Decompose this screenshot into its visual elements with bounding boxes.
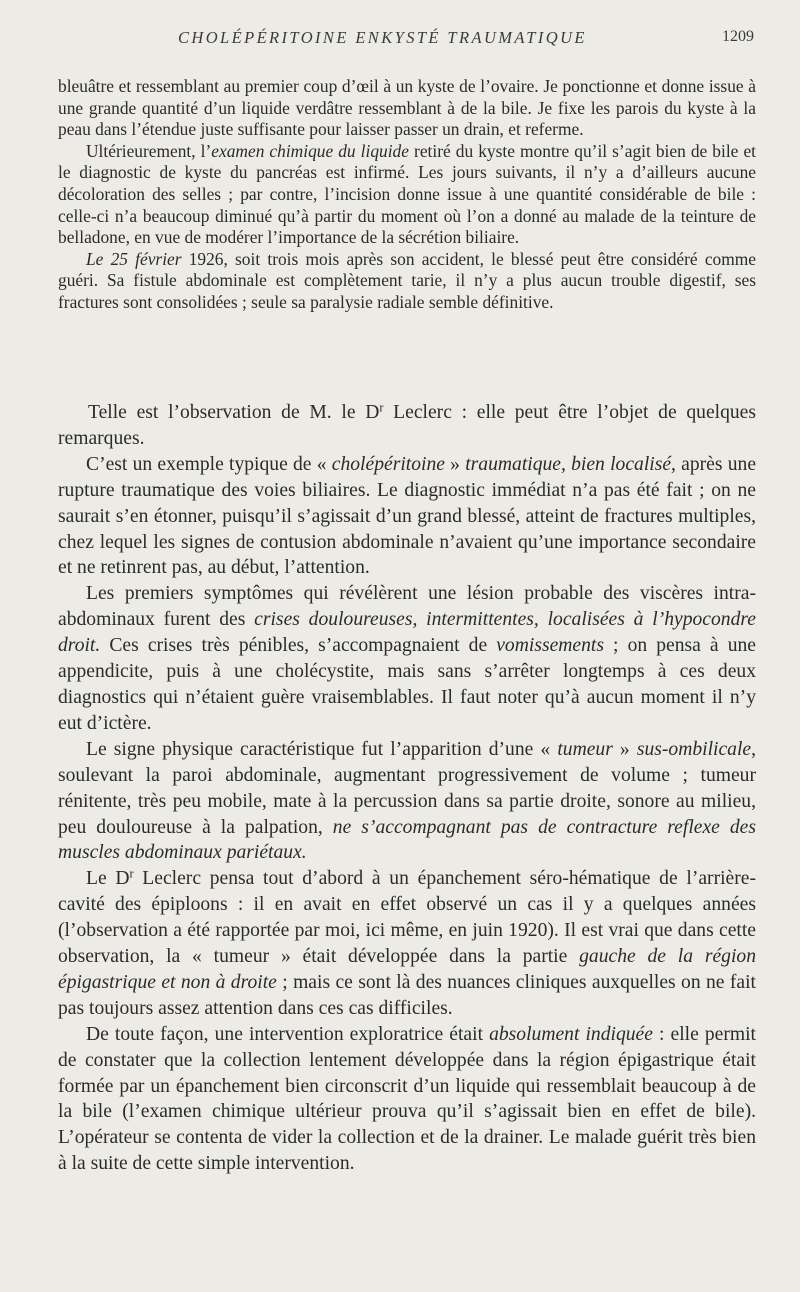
running-title: CHOLÉPÉRITOINE ENKYSTÉ TRAUMATIQUE [178,28,587,47]
paragraph: Les premiers symptômes qui révélèrent une lésion probable des viscères intra-abdominaux furent des crises douloureuses, intermittentes, localisées à l’hypocondre droit. Ces crises très pénibles, s’accompagnaient de vomissements ; on pensa à une appendicite, puis à une cholécystite, mais sans s’arrêter longtemps à ces deux diagnostics qui n’étaient guère vraisemblables. Il faut noter qu’à aucun moment il n’y eut d’ictère. [58,583,756,734]
paragraph: Le 25 février 1926, soit trois mois après son accident, le blessé peut être considéré comme guéri. Sa fistule abdominale est complètement tarie, il n’y a plus aucun trouble digestif, ses fractures sont consolidées ; seule sa paralysie radiale semble définitive. [58,248,756,312]
paragraph: Telle est l’observation de M. le $D^r$ Leclerc : elle peut être l’objet de quelques remarques. [58,400,756,449]
commentary-section [58,400,756,1177]
paragraph: Le $D^r$ Leclerc pensa tout d’abord à un épanchement séro-hématique de l’arrière-cavité des épiploons : il en avait en effet observé un cas il y a quelques années (l’observation a été rapportée par moi, ici même, en juin 1920). Il est vrai que dans cette observation, la « tumeur » était développée dans la partie gauche de la région épigastrique et non à droite ; mais ce sont là des nuances cliniques auxquelles on ne fait pas toujours assez attention dans ces cas difficiles. [58,866,756,1019]
page-header [0,28,800,54]
paragraph: Ultérieurement, l’examen chimique du liquide retiré du kyste montre qu’il s’agit bien de bile et le diagnostic de kyste du pancréas est infirmé. Les jours suivants, il n’y a d’ailleurs aucune décoloration des selles ; par contre, l’incision donne issue à une quantité considérable de bile : celle-ci n’a beaucoup diminué qu’à partir du moment où l’on a donné au malade de la teinture de belladone, en vue de modérer l’importance de la sécrétion biliaire. [58,140,756,248]
paragraph: De toute façon, une intervention exploratrice était absolument indiquée : elle permit de constater que la collection lentement développée dans la région épigastrique était formée par un épanchement bien circonscrit d’un liquide qui ressemblait beaucoup à de la bile (l’examen chimique ultérieur prouva qu’il s’agissait bien en effet de bile). L’opérateur se contenta de vider la collection et de la drainer. Le malade guérit très bien à la suite de cette simple intervention. [58,1023,756,1175]
page-number: 1209 [722,28,754,45]
paragraph: Le signe physique caractéristique fut l’apparition d’une « tumeur » sus-ombilicale, soulevant la paroi abdominale, augmentant progressivement de volume ; tumeur rénitente, très peu mobile, mate à la percussion dans sa partie droite, sonore au milieu, peu douloureuse à la palpation, ne s’accompagnant pas de contracture reflexe des muscles abdominaux pariétaux. [58,738,757,864]
paragraph: C’est un exemple typique de « cholépéritoine » traumatique, bien localisé, après une rupture traumatique des voies biliaires. Le diagnostic immédiat n’a pas été fait ; on ne saurait s’en étonner, puisqu’il s’agissait d’un grand blessé, atteint de fractures multiples, chez lequel les signes de contusion abdominale n’avaient qu’une importance secondaire et ne retinrent pas, au début, l’attention. [58,453,757,579]
paragraph: bleuâtre et ressemblant au premier coup d’œil à un kyste de l’ovaire. Je ponctionne et donne issue à une grande quantité d’un liquide verdâtre ressemblant à de la bile. Je fixe les parois du kyste à la peau dans l’étendue juste suffisante pour laisser passer un drain, et referme. [58,76,756,140]
observation-continuation [58,76,756,314]
